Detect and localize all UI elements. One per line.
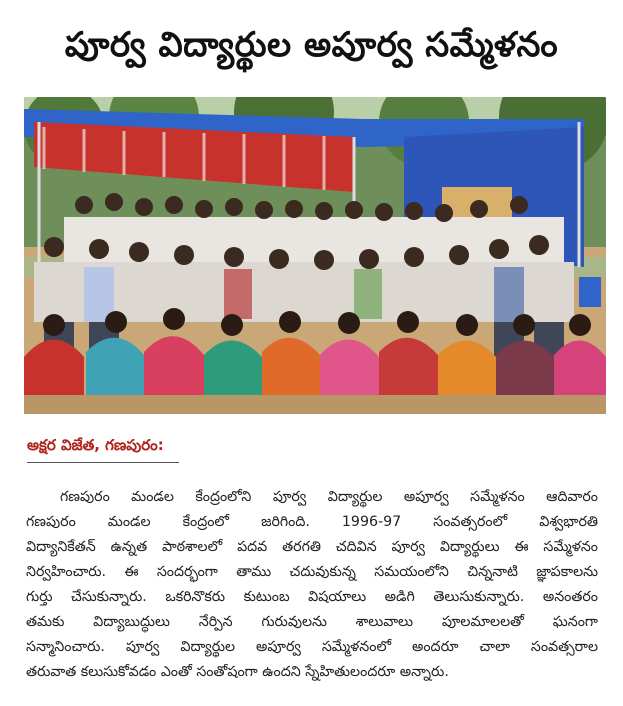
article-byline: అక్షర విజేత, గణపురం: — [27, 436, 164, 454]
body-line: తమకు విద్యాబుద్ధులు నేర్పిన గురువులను శాలువాలు పూలమాలలతో ఘనంగా — [26, 614, 598, 630]
article-headline: పూర్వ విద్యార్థుల అపూర్వ సమ్మేళనం — [64, 25, 559, 65]
body-line: గణపురం మండల కేంద్రంలో జరిగింది. 1996-97 సంవత్సరంలో విశ్వభారతి — [26, 514, 598, 530]
article-body — [26, 485, 598, 685]
body-line: తరువాత కలుసుకోవడం ఎంతో సంతోషంగా ఉందని స్నేహితులందరూ అన్నారు. — [26, 664, 449, 680]
group-photo — [24, 97, 606, 414]
body-line: గణపురం మండల కేంద్రంలోని పూర్వ విద్యార్థుల అపూర్వ సమ్మేళనం ఆదివారం — [60, 489, 598, 505]
body-line: సన్మానించారు. పూర్వ విద్యార్థుల అపూర్వ సమ్మేళనంలో అందరూ చాలా సంవత్సరాల — [26, 639, 598, 655]
body-line: గుర్తు చేసుకున్నారు. ఒకరినొకరు కుటుంబ విషయాలు అడిగి తెలుసుకున్నారు. అనంతరం — [26, 589, 598, 605]
body-line: విద్యానికేతన్ ఉన్నత పాఠశాలలో పదవ తరగతి చదివిన పూర్వ విద్యార్థులు ఈ సమ్మేళనం — [26, 539, 598, 555]
body-line: నిర్వహించారు. ఈ సందర్భంగా తాము చదువుకున్న సమయంలోని చిన్ననాటి జ్ఞాపకాలను — [26, 564, 598, 580]
byline-underline — [27, 462, 179, 463]
